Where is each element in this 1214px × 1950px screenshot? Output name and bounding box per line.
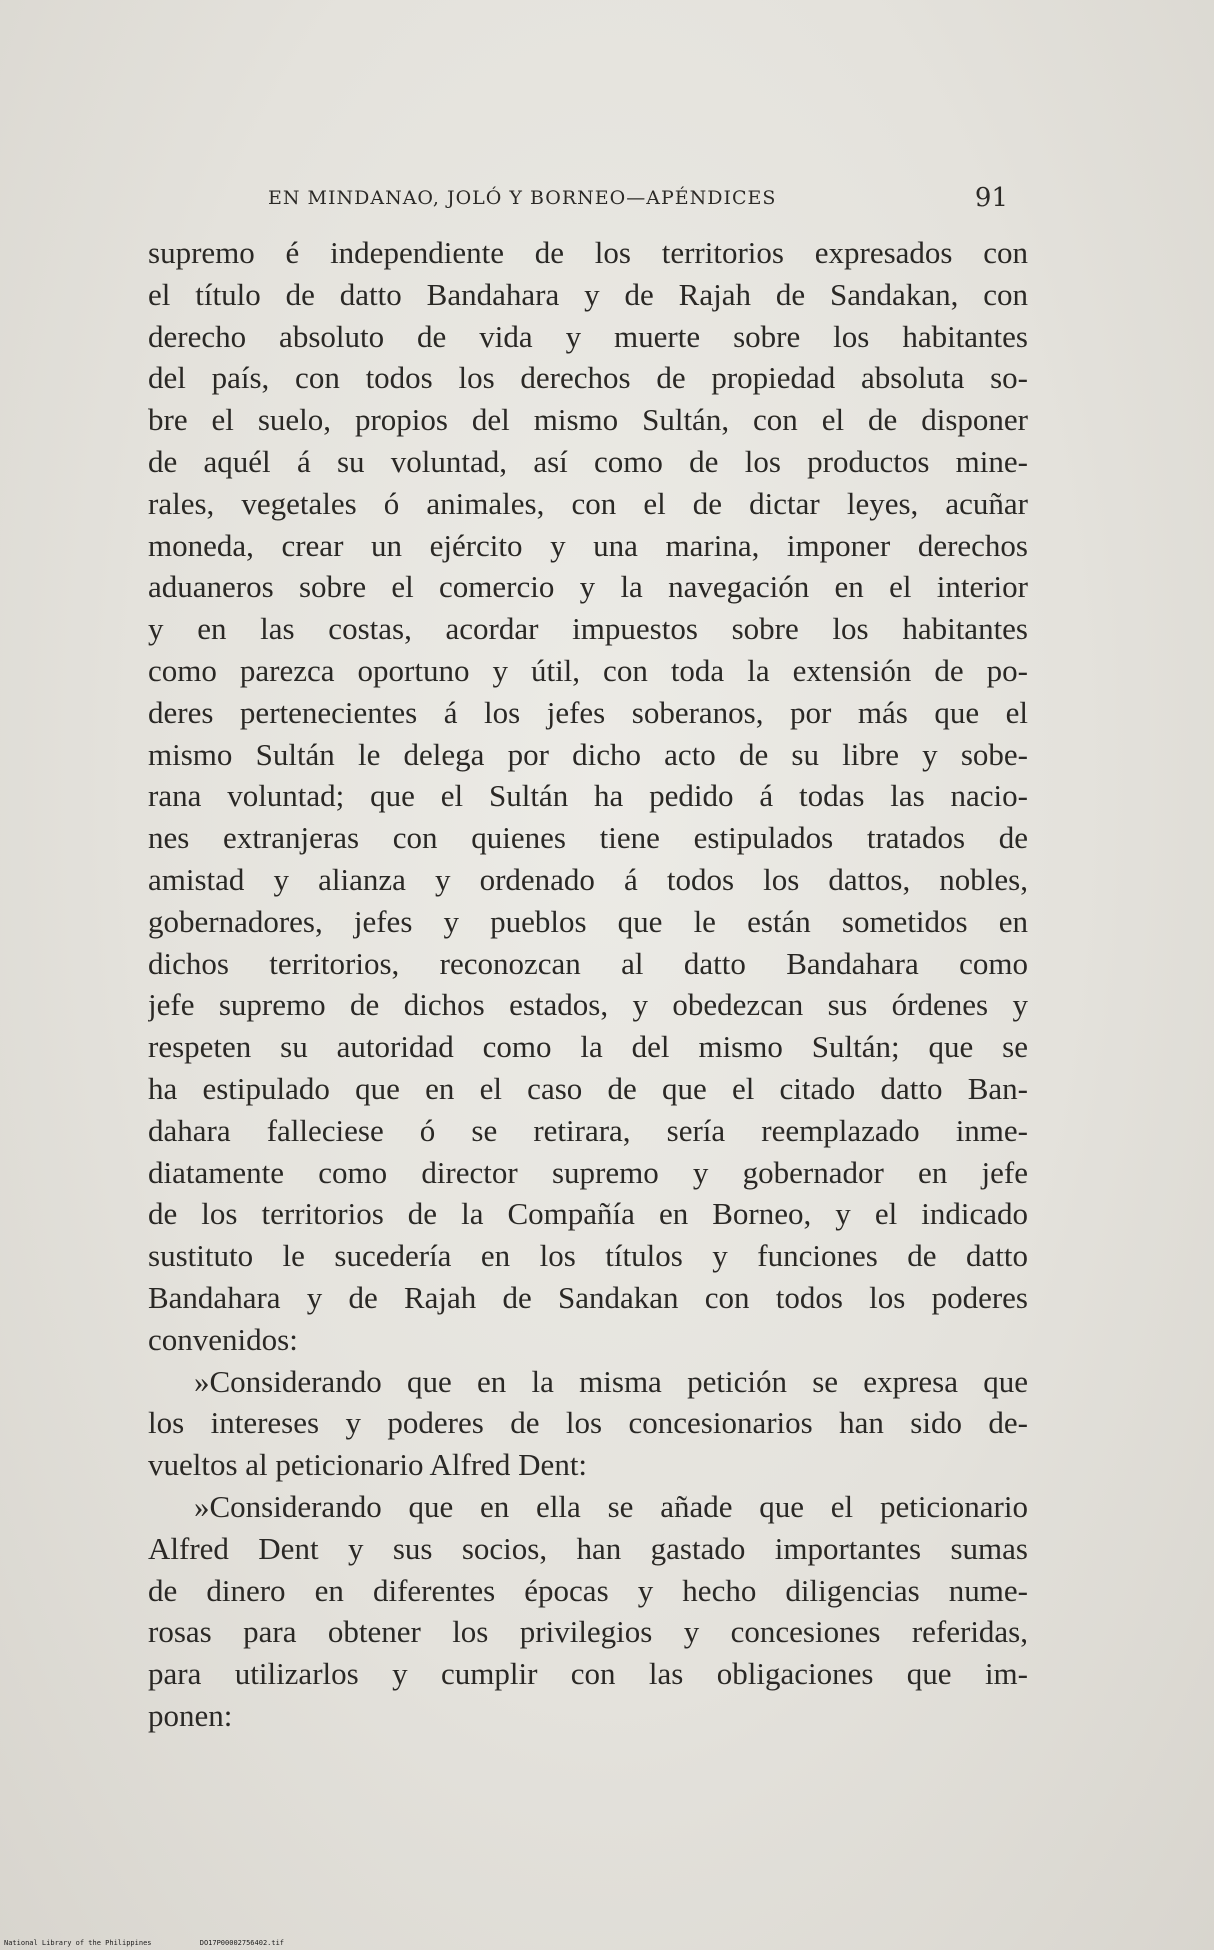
text-line: Alfred Dent y sus socios, han gastado importantes sumas <box>148 1530 1028 1566</box>
text-line: jefe supremo de dichos estados, y obedezcan sus órdenes y <box>148 987 1028 1023</box>
text-line: los intereses y poderes de los concesionarios han sido de- <box>148 1405 1028 1441</box>
text-line: sustituto le sucedería en los títulos y funciones de datto <box>148 1238 1028 1274</box>
scan-footer <box>0 1936 1214 1950</box>
text-line: para utilizarlos y cumplir con las obligaciones que im- <box>148 1656 1028 1692</box>
text-line: rana voluntad; que el Sultán ha pedido á todas las nacio- <box>148 778 1028 814</box>
text-line: del país, con todos los derechos de propiedad absoluta so- <box>148 360 1028 396</box>
text-line: moneda, crear un ejército y una marina, imponer derechos <box>148 527 1028 563</box>
text-line: rales, vegetales ó animales, con el de dictar leyes, acuñar <box>148 485 1028 521</box>
text-line: amistad y alianza y ordenado á todos los dattos, nobles, <box>148 861 1028 897</box>
library-credit: National Library of the Philippines <box>4 1939 152 1947</box>
text-line: de dinero en diferentes épocas y hecho diligencias nume- <box>148 1572 1028 1608</box>
text-line: derecho absoluto de vida y muerte sobre los habitantes <box>148 318 1028 354</box>
page-number: 91 <box>974 183 1008 213</box>
text-line: el título de datto Bandahara y de Rajah de Sandakan, con <box>148 276 1028 312</box>
text-line: Bandahara y de Rajah de Sandakan con todos los poderes <box>148 1279 1028 1315</box>
text-line: dahara falleciese ó se retirara, sería reemplazado inme- <box>148 1112 1028 1148</box>
text-line: rosas para obtener los privilegios y concesiones referidas, <box>148 1614 1028 1650</box>
text-line: y en las costas, acordar impuestos sobre los habitantes <box>148 611 1028 647</box>
text-line: nes extranjeras con quienes tiene estipulados tratados de <box>148 820 1028 856</box>
body-text <box>148 232 1028 1737</box>
text-line: »Considerando que en la misma petición se expresa que <box>194 1363 1028 1399</box>
text-line: de aquél á su voluntad, así como de los productos mine- <box>148 443 1028 479</box>
text-line: supremo é independiente de los territorios expresados con <box>148 235 1028 270</box>
text-line: mismo Sultán le delega por dicho acto de su libre y sobe- <box>148 736 1028 772</box>
text-line: vueltos al peticionario Alfred Dent: <box>148 1447 588 1483</box>
text-line: respeten su autoridad como la del mismo Sultán; que se <box>148 1029 1028 1065</box>
text-line: de los territorios de la Compañía en Borneo, y el indicado <box>148 1196 1028 1232</box>
running-head <box>268 183 1008 213</box>
text-line: ha estipulado que en el caso de que el citado datto Ban- <box>148 1070 1028 1106</box>
text-line: ponen: <box>148 1697 233 1733</box>
file-id: DO17P00002756402.tif <box>199 1939 285 1947</box>
text-line: gobernadores, jefes y pueblos que le están sometidos en <box>148 903 1028 939</box>
text-line: aduaneros sobre el comercio y la navegación en el interior <box>148 569 1028 605</box>
text-line: »Considerando que en ella se añade que el peticionario <box>194 1488 1028 1524</box>
text-line: como parezca oportuno y útil, con toda la extensión de po- <box>148 652 1028 688</box>
text-line: diatamente como director supremo y gobernador en jefe <box>148 1154 1028 1190</box>
text-line: deres pertenecientes á los jefes soberanos, por más que el <box>148 694 1028 730</box>
text-line: dichos territorios, reconozcan al datto Bandahara como <box>148 945 1028 981</box>
running-title: EN MINDANAO, JOLÓ Y BORNEO—APÉNDICES <box>268 187 777 209</box>
text-line: convenidos: <box>148 1321 298 1357</box>
text-line: bre el suelo, propios del mismo Sultán, con el de disponer <box>148 402 1028 438</box>
